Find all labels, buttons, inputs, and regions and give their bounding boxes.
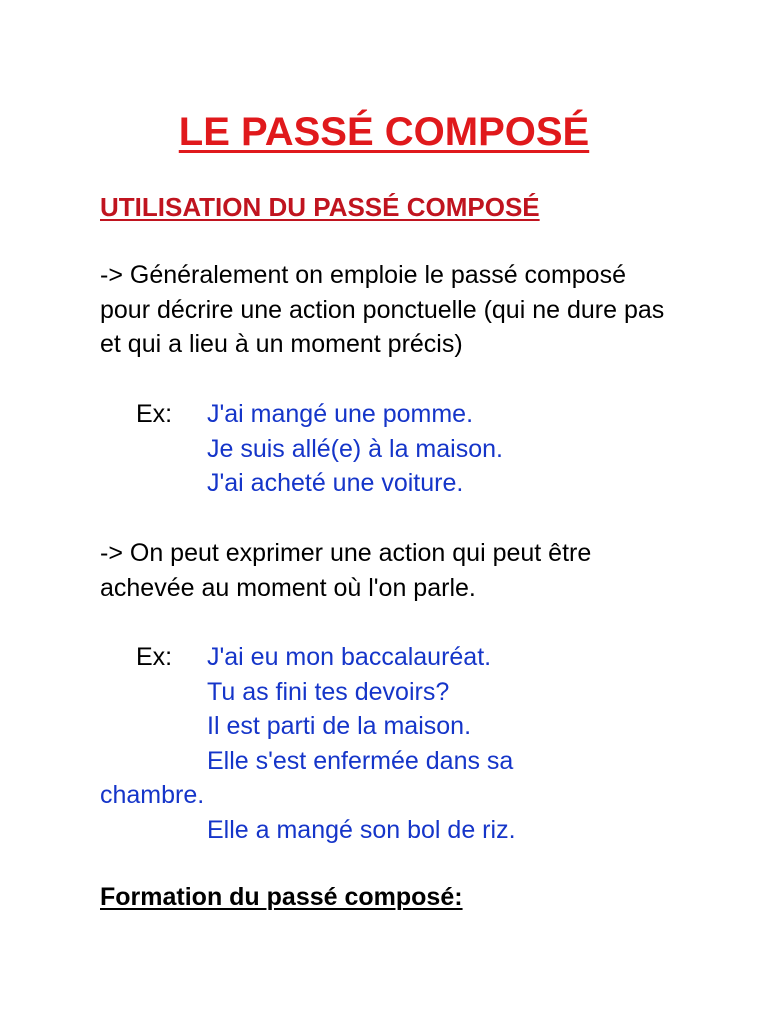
paragraph-usage-1: -> Généralement on emploie le passé composé pour décrire une action ponctuelle (qui ne dure pas et qui a lieu à un moment précis) [100,261,665,358]
example-line [100,432,700,467]
example-line-wrap [100,778,700,813]
example-line [100,744,700,779]
paragraph-usage-2: -> On peut exprimer une action qui peut être achevée au moment où l'on parle. [100,539,592,602]
page-title: LE PASSÉ COMPOSÉ [178,110,590,154]
examples-block-2 [100,640,700,847]
example-sentence: J'ai acheté une voiture. [207,469,464,497]
example-line [100,675,700,710]
example-sentence: J'ai eu mon baccalauréat. [207,643,492,671]
example-line [100,709,700,744]
example-label: Ex: [136,643,173,671]
example-line [100,466,700,501]
examples-block-1 [100,397,700,501]
example-line [100,813,700,848]
example-line [100,397,700,432]
example-label: Ex: [136,400,173,428]
example-sentence: Elle a mangé son bol de riz. [207,815,516,844]
example-sentence: Elle s'est enfermée dans sa [207,746,514,775]
example-sentence-continuation: chambre. [100,781,205,809]
formation-heading: Formation du passé composé: [100,883,463,911]
section-heading: UTILISATION DU PASSÉ COMPOSÉ [100,192,540,222]
example-sentence: Tu as fini tes devoirs? [207,677,450,706]
example-sentence: Il est parti de la maison. [207,712,472,740]
example-sentence: Je suis allé(e) à la maison. [207,434,503,463]
example-line [100,640,700,675]
example-sentence: J'ai mangé une pomme. [207,400,474,428]
